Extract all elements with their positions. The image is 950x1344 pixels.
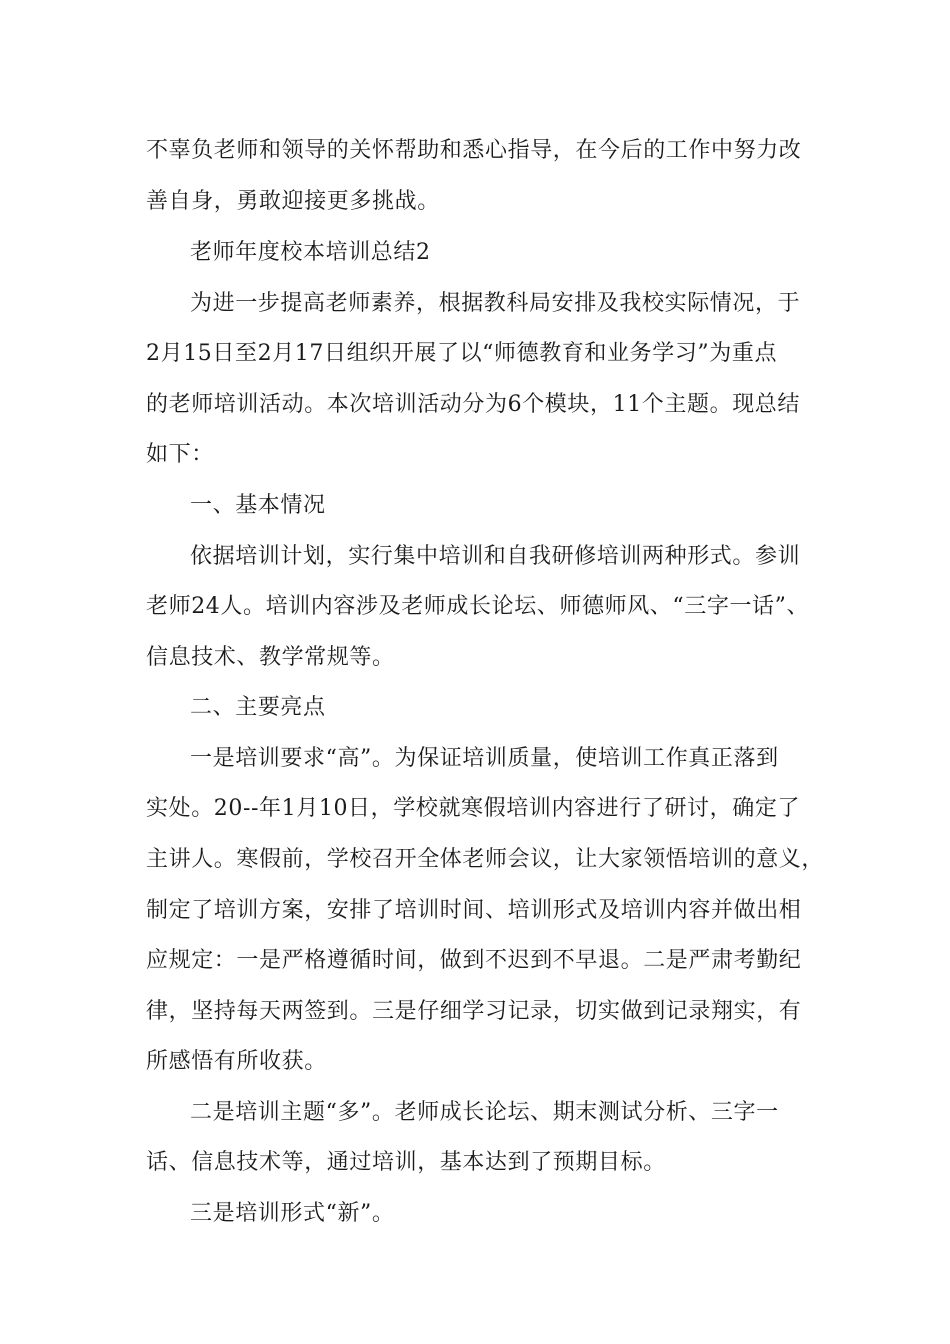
text-line: 二是培训主题“多”。老师成长论坛、期末测试分析、三字一 [190,1100,779,1125]
text-line: 不辜负老师和领导的关怀帮助和悉心指导，在今后的工作中努力改 [146,138,802,163]
section-heading: 一、基本情况 [190,493,326,518]
text-line: 制定了培训方案，安排了培训时间、培训形式及培训内容并做出相 [146,898,802,923]
text-line: 的老师培训活动。本次培训活动分为6个模块，11个主题。现总结 [146,392,800,417]
text-line: 应规定：一是严格遵循时间，做到不迟到不早退。二是严肃考勤纪 [146,948,802,973]
text-line: 2月15日至2月17日组织开展了以“师德教育和业务学习”为重点 [146,341,778,366]
text-line: 三是培训形式“新”。 [190,1201,395,1226]
text-line: 一是培训要求“高”。为保证培训质量，使培训工作真正落到 [190,746,779,771]
text-line: 所感悟有所收获。 [146,1049,327,1074]
text-line: 如下： [146,442,214,467]
section-title: 老师年度校本培训总结2 [190,240,431,265]
text-line: 老师24人。培训内容涉及老师成长论坛、师德师风、“三字一话”、 [146,594,810,619]
text-line: 实处。20--年1月10日，学校就寒假培训内容进行了研讨，确定了 [146,796,801,821]
text-line: 律，坚持每天两签到。三是仔细学习记录，切实做到记录翔实，有 [146,999,802,1024]
text-line: 主讲人。寒假前，学校召开全体老师会议，让大家领悟培训的意义， [146,847,825,872]
text-line: 信息技术、教学常规等。 [146,645,395,670]
section-heading: 二、主要亮点 [190,695,326,720]
text-line: 善自身，勇敢迎接更多挑战。 [146,189,440,214]
text-line: 话、信息技术等，通过培训，基本达到了预期目标。 [146,1150,666,1175]
text-line: 依据培训计划，实行集中培训和自我研修培训两种形式。参训 [190,544,801,569]
text-line: 为进一步提高老师素养，根据教科局安排及我校实际情况，于 [190,291,801,316]
